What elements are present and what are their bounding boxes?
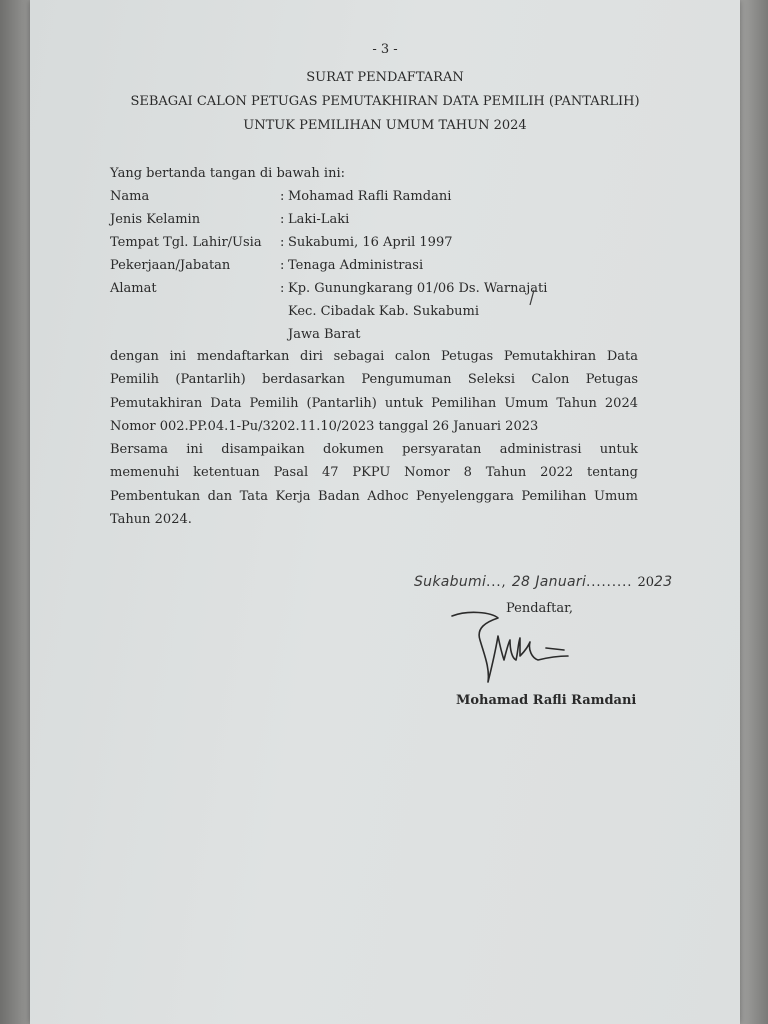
paragraph-line: dengan ini mendaftarkan diri sebagai calon Petugas Pemutakhiran Data bbox=[110, 349, 638, 364]
pen-mark bbox=[528, 289, 536, 307]
field-colon: : bbox=[280, 212, 285, 227]
field-colon: : bbox=[280, 235, 285, 250]
signing-year-suffix: 23 bbox=[654, 574, 673, 590]
handwritten-signature bbox=[446, 608, 586, 688]
field-label-nama: Nama bbox=[110, 189, 150, 204]
intro-text: Yang bertanda tangan di bawah ini: bbox=[110, 166, 345, 181]
paragraph-line: memenuhi ketentuan Pasal 47 PKPU Nomor 8 Tahun 2022 tentang bbox=[110, 465, 638, 481]
document-page bbox=[30, 0, 740, 1024]
field-label-alamat: Alamat bbox=[110, 281, 157, 296]
paragraph-line: Pembentukan dan Tata Kerja Badan Adhoc Penyelenggara Pemilihan Umum bbox=[110, 488, 638, 504]
date-separator: ......... bbox=[586, 575, 638, 590]
address-line-3: Jawa Barat bbox=[288, 327, 361, 342]
signing-place: Sukabumi bbox=[414, 574, 487, 590]
scan-backdrop-right bbox=[738, 0, 768, 1024]
signing-date-line bbox=[414, 574, 672, 591]
paragraph-line: Bersama ini disampaikan dokumen persyaratan administrasi untuk bbox=[110, 442, 638, 457]
field-label-pekerjaan: Pekerjaan/Jabatan bbox=[110, 258, 231, 273]
signing-month: Januari bbox=[535, 574, 587, 590]
field-value-jenis-kelamin: Laki-Laki bbox=[288, 212, 350, 227]
signer-role: Pendaftar, bbox=[506, 601, 574, 616]
field-colon: : bbox=[280, 281, 285, 296]
field-value-tempat-tgl-lahir: Sukabumi, 16 April 1997 bbox=[288, 235, 453, 250]
scan-backdrop-left bbox=[0, 0, 32, 1024]
paragraph-line: Nomor 002.PP.04.1-Pu/3202.11.10/2023 tanggal 26 Januari 2023 bbox=[110, 418, 539, 434]
field-value-pekerjaan: Tenaga Administrasi bbox=[288, 258, 424, 273]
signing-year-prefix: 20 bbox=[637, 575, 655, 590]
title-line-3: UNTUK PEMILIHAN UMUM TAHUN 2024 bbox=[243, 118, 527, 133]
paragraph-registration bbox=[110, 345, 638, 438]
paragraph-line: Pemutakhiran Data Pemilih (Pantarlih) untuk Pemilihan Umum Tahun 2024 bbox=[110, 395, 638, 411]
paragraph-documents bbox=[110, 438, 638, 531]
paragraph-line: Tahun 2024. bbox=[110, 511, 192, 527]
field-colon: : bbox=[280, 189, 285, 204]
page-number: - 3 - bbox=[372, 42, 398, 57]
title-line-2: SEBAGAI CALON PETUGAS PEMUTAKHIRAN DATA PEMILIH (PANTARLIH) bbox=[130, 94, 640, 109]
address-line-2: Kec. Cibadak Kab. Sukabumi bbox=[288, 304, 479, 319]
field-label-jenis-kelamin: Jenis Kelamin bbox=[110, 212, 201, 227]
field-colon: : bbox=[280, 258, 285, 273]
signing-day: 28 bbox=[511, 574, 531, 590]
field-value-nama: Mohamad Rafli Ramdani bbox=[288, 189, 452, 204]
date-separator: ..., bbox=[486, 575, 512, 590]
field-value-alamat: Kp. Gunungkarang 01/06 Ds. Warnajati bbox=[288, 281, 548, 296]
signer-name: Mohamad Rafli Ramdani bbox=[456, 693, 637, 708]
field-label-tempat-tgl-lahir: Tempat Tgl. Lahir/Usia bbox=[110, 235, 262, 250]
paragraph-line: Pemilih (Pantarlih) berdasarkan Pengumuman Seleksi Calon Petugas bbox=[110, 372, 638, 388]
title-line-1: SURAT PENDAFTARAN bbox=[306, 70, 464, 85]
